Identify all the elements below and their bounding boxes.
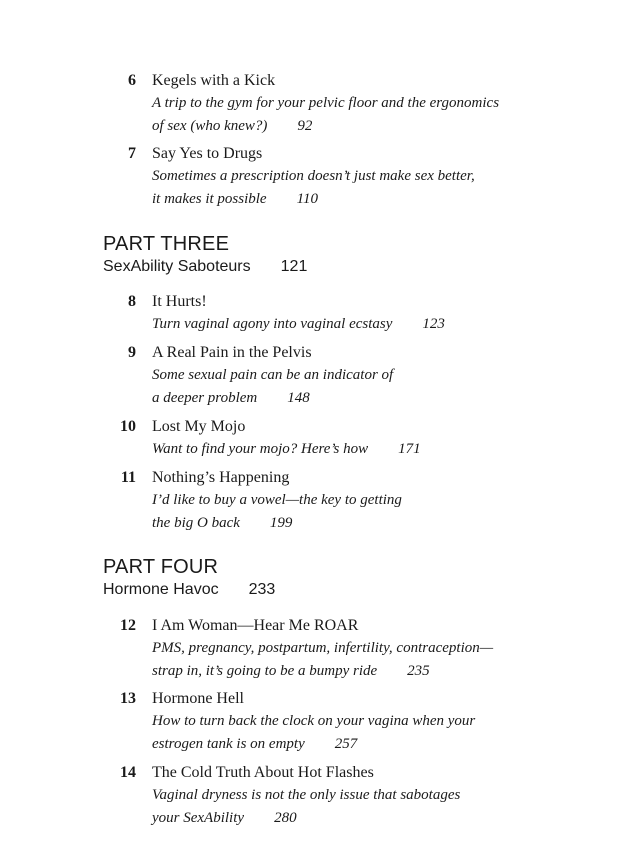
page-number: 171: [398, 441, 421, 457]
chapter-number: 13: [120, 690, 136, 707]
page-number: 110: [296, 191, 318, 207]
description-line: of sex (who knew?): [152, 118, 268, 134]
description-line: Vaginal dryness is not the only issue that sabotages: [152, 787, 461, 803]
page-number: 148: [287, 390, 310, 406]
chapter-number: 8: [128, 293, 136, 310]
part-title: SexAbility Saboteurs: [103, 258, 251, 275]
chapter-number: 10: [120, 418, 136, 435]
page-number: 199: [269, 515, 293, 531]
description-line: your SexAbility: [152, 810, 245, 826]
description-line: I’d like to buy a vowel—the key to getting: [152, 492, 402, 508]
chapter-description: [152, 489, 532, 535]
part-label: PART THREE: [103, 233, 230, 255]
chapter-description: [152, 364, 532, 410]
page-number: 121: [280, 258, 308, 275]
description-line: a deeper problem: [152, 390, 258, 406]
chapter-title: Hormone Hell: [152, 690, 244, 707]
chapter-description: [152, 165, 532, 211]
description-line: Want to find your mojo? Here’s how: [152, 441, 369, 457]
part-heading-three: [103, 232, 603, 278]
chapter-description: [152, 438, 532, 461]
description-line: Sometimes a prescription doesn’t just make sex better,: [152, 168, 475, 184]
chapter-description: [152, 313, 532, 336]
page-number: 233: [248, 581, 276, 598]
description-line: the big O back: [152, 515, 240, 531]
page-number: 257: [334, 736, 358, 752]
description-line: A trip to the gym for your pelvic floor and the ergonomics: [152, 95, 500, 111]
chapter-number: 7: [128, 145, 136, 162]
chapter-title: Lost My Mojo: [152, 418, 246, 435]
description-line: Turn vaginal agony into vaginal ecstasy: [152, 316, 393, 332]
chapter-title: It Hurts!: [152, 293, 207, 310]
chapter-title: Nothing’s Happening: [152, 469, 290, 486]
description-line: it makes it possible: [152, 191, 267, 207]
part-label: PART FOUR: [103, 556, 219, 578]
chapter-description: [152, 784, 532, 830]
chapter-number: 11: [120, 469, 136, 486]
part-heading-four: [103, 555, 603, 601]
chapter-number: 14: [120, 764, 136, 781]
chapter-title: A Real Pain in the Pelvis: [152, 344, 312, 361]
chapter-title: Kegels with a Kick: [152, 72, 276, 89]
page-number: 235: [407, 663, 430, 679]
chapter-title: The Cold Truth About Hot Flashes: [152, 764, 374, 781]
description-line: estrogen tank is on empty: [152, 736, 305, 752]
description-line: Some sexual pain can be an indicator of: [152, 367, 394, 383]
description-line: strap in, it’s going to be a bumpy ride: [152, 663, 378, 679]
chapter-description: [152, 92, 532, 138]
chapter-title: Say Yes to Drugs: [152, 145, 263, 162]
chapter-number: 6: [128, 72, 136, 89]
chapter-title: I Am Woman—Hear Me ROAR: [152, 617, 359, 634]
chapter-description: [152, 710, 532, 756]
part-title: Hormone Havoc: [103, 581, 219, 598]
chapter-number: 12: [120, 617, 136, 634]
chapter-number: 9: [128, 344, 136, 361]
description-line: How to turn back the clock on your vagina when your: [152, 713, 476, 729]
description-line: PMS, pregnancy, postpartum, infertility, contraception—: [152, 640, 494, 656]
page-number: 280: [274, 810, 297, 826]
chapter-description: [152, 637, 532, 683]
page-number: 123: [422, 316, 445, 332]
page-number: 92: [297, 118, 313, 134]
